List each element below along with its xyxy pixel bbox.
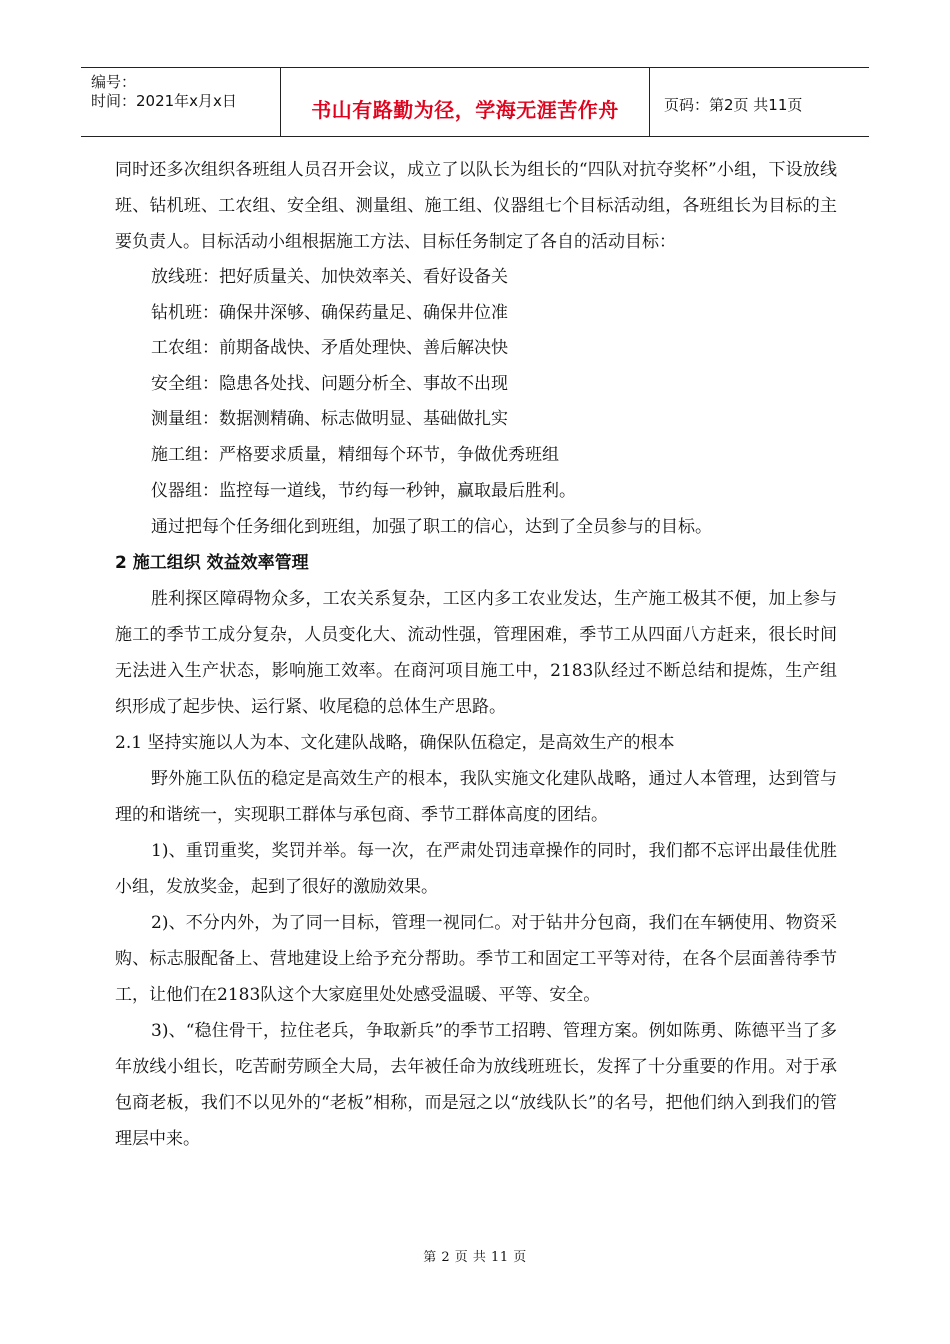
date-label: 时间：2021年x月x日 bbox=[91, 92, 237, 110]
document-body bbox=[115, 152, 837, 1157]
header-info-cell bbox=[81, 68, 281, 136]
page-footer: 第 2 页 共 11 页 bbox=[423, 1250, 527, 1265]
page-info-label: 页码：第2页 共11页 bbox=[664, 96, 803, 114]
goal-item-shigong: 施工组：严格要求质量，精细每个环节，争做优秀班组 bbox=[151, 444, 559, 465]
goal-item-yiqi: 仪器组：监控每一道线，节约每一秒钟，赢取最后胜利。 bbox=[151, 480, 576, 501]
goal-item-zuanji: 钻机班：确保井深够、确保药量足、确保井位准 bbox=[151, 302, 508, 323]
serial-number-label: 编号： bbox=[91, 73, 137, 91]
intro-paragraph: 同时还多次组织各班组人员召开会议，成立了以队长为组长的“四队对抗夺奖杯”小组，下设放线班、钻机班、工农组、安全组、测量组、施工组、仪器组七个目标活动组，各班组长为目标的主要负责人。目标活动小组根据施工方法、目标任务制定了各自的活动目标： bbox=[115, 160, 837, 252]
header-page-cell bbox=[650, 68, 869, 136]
page-header-table bbox=[81, 67, 869, 137]
goals-list bbox=[115, 260, 837, 509]
motto-text: 书山有路勤为径，学海无涯苦作舟 bbox=[311, 98, 619, 122]
goal-item-fangxian: 放线班：把好质量关、加快效率关、看好设备关 bbox=[151, 267, 508, 287]
summary-paragraph: 通过把每个任务细化到班组，加强了职工的信心，达到了全员参与的目标。 bbox=[151, 517, 712, 538]
goal-item-anquan: 安全组：隐患各处找、问题分析全、事故不出现 bbox=[151, 373, 508, 394]
section-2-1-heading: 2.1 坚持实施以人为本、文化建队战略，确保队伍稳定，是高效生产的根本 bbox=[115, 733, 675, 754]
goal-item-gongnong: 工农组：前期备战快、矛盾处理快、善后解决快 bbox=[151, 338, 508, 359]
list-item-1: 1)、重罚重奖，奖罚并举。每一次，在严肃处罚违章操作的同时，我们都不忘评出最佳优胜小组，发放奖金，起到了很好的激励效果。 bbox=[115, 841, 837, 898]
list-item-3: 3)、“稳住骨干，拉住老兵，争取新兵”的季节工招聘、管理方案。例如陈勇、陈德平当了多年放线小组长，吃苦耐劳顾全大局，去年被任命为放线班班长，发挥了十分重要的作用。对于承包商老板，我们不以见外的“老板”相称，而是冠之以“放线队长”的名号，把他们纳入到我们的管理层中来。 bbox=[115, 1021, 837, 1150]
section-2-paragraph: 胜利探区障碍物众多，工农关系复杂，工区内多工农业发达，生产施工极其不便，加上参与施工的季节工成分复杂，人员变化大、流动性强，管理困难，季节工从四面八方赶来，很长时间无法进入生产状态，影响施工效率。在商河项目施工中，2183队经过不断总结和提炼，生产组织形成了起步快、运行紧、收尾稳的总体生产思路。 bbox=[115, 589, 837, 718]
section-2-1-paragraph: 野外施工队伍的稳定是高效生产的根本，我队实施文化建队战略，通过人本管理，达到管与理的和谐统一，实现职工群体与承包商、季节工群体高度的团结。 bbox=[115, 769, 837, 826]
goal-item-celiang: 测量组：数据测精确、标志做明显、基础做扎实 bbox=[151, 409, 508, 430]
header-motto-cell bbox=[281, 68, 650, 136]
list-item-2: 2)、不分内外，为了同一目标，管理一视同仁。对于钻井分包商，我们在车辆使用、物资采购、标志服配备上、营地建设上给予充分帮助。季节工和固定工平等对待，在各个层面善待季节工，让他们在2183队这个大家庭里处处感受温暖、平等、安全。 bbox=[115, 913, 837, 1006]
section-2-heading: 2 施工组织 效益效率管理 bbox=[115, 553, 309, 574]
